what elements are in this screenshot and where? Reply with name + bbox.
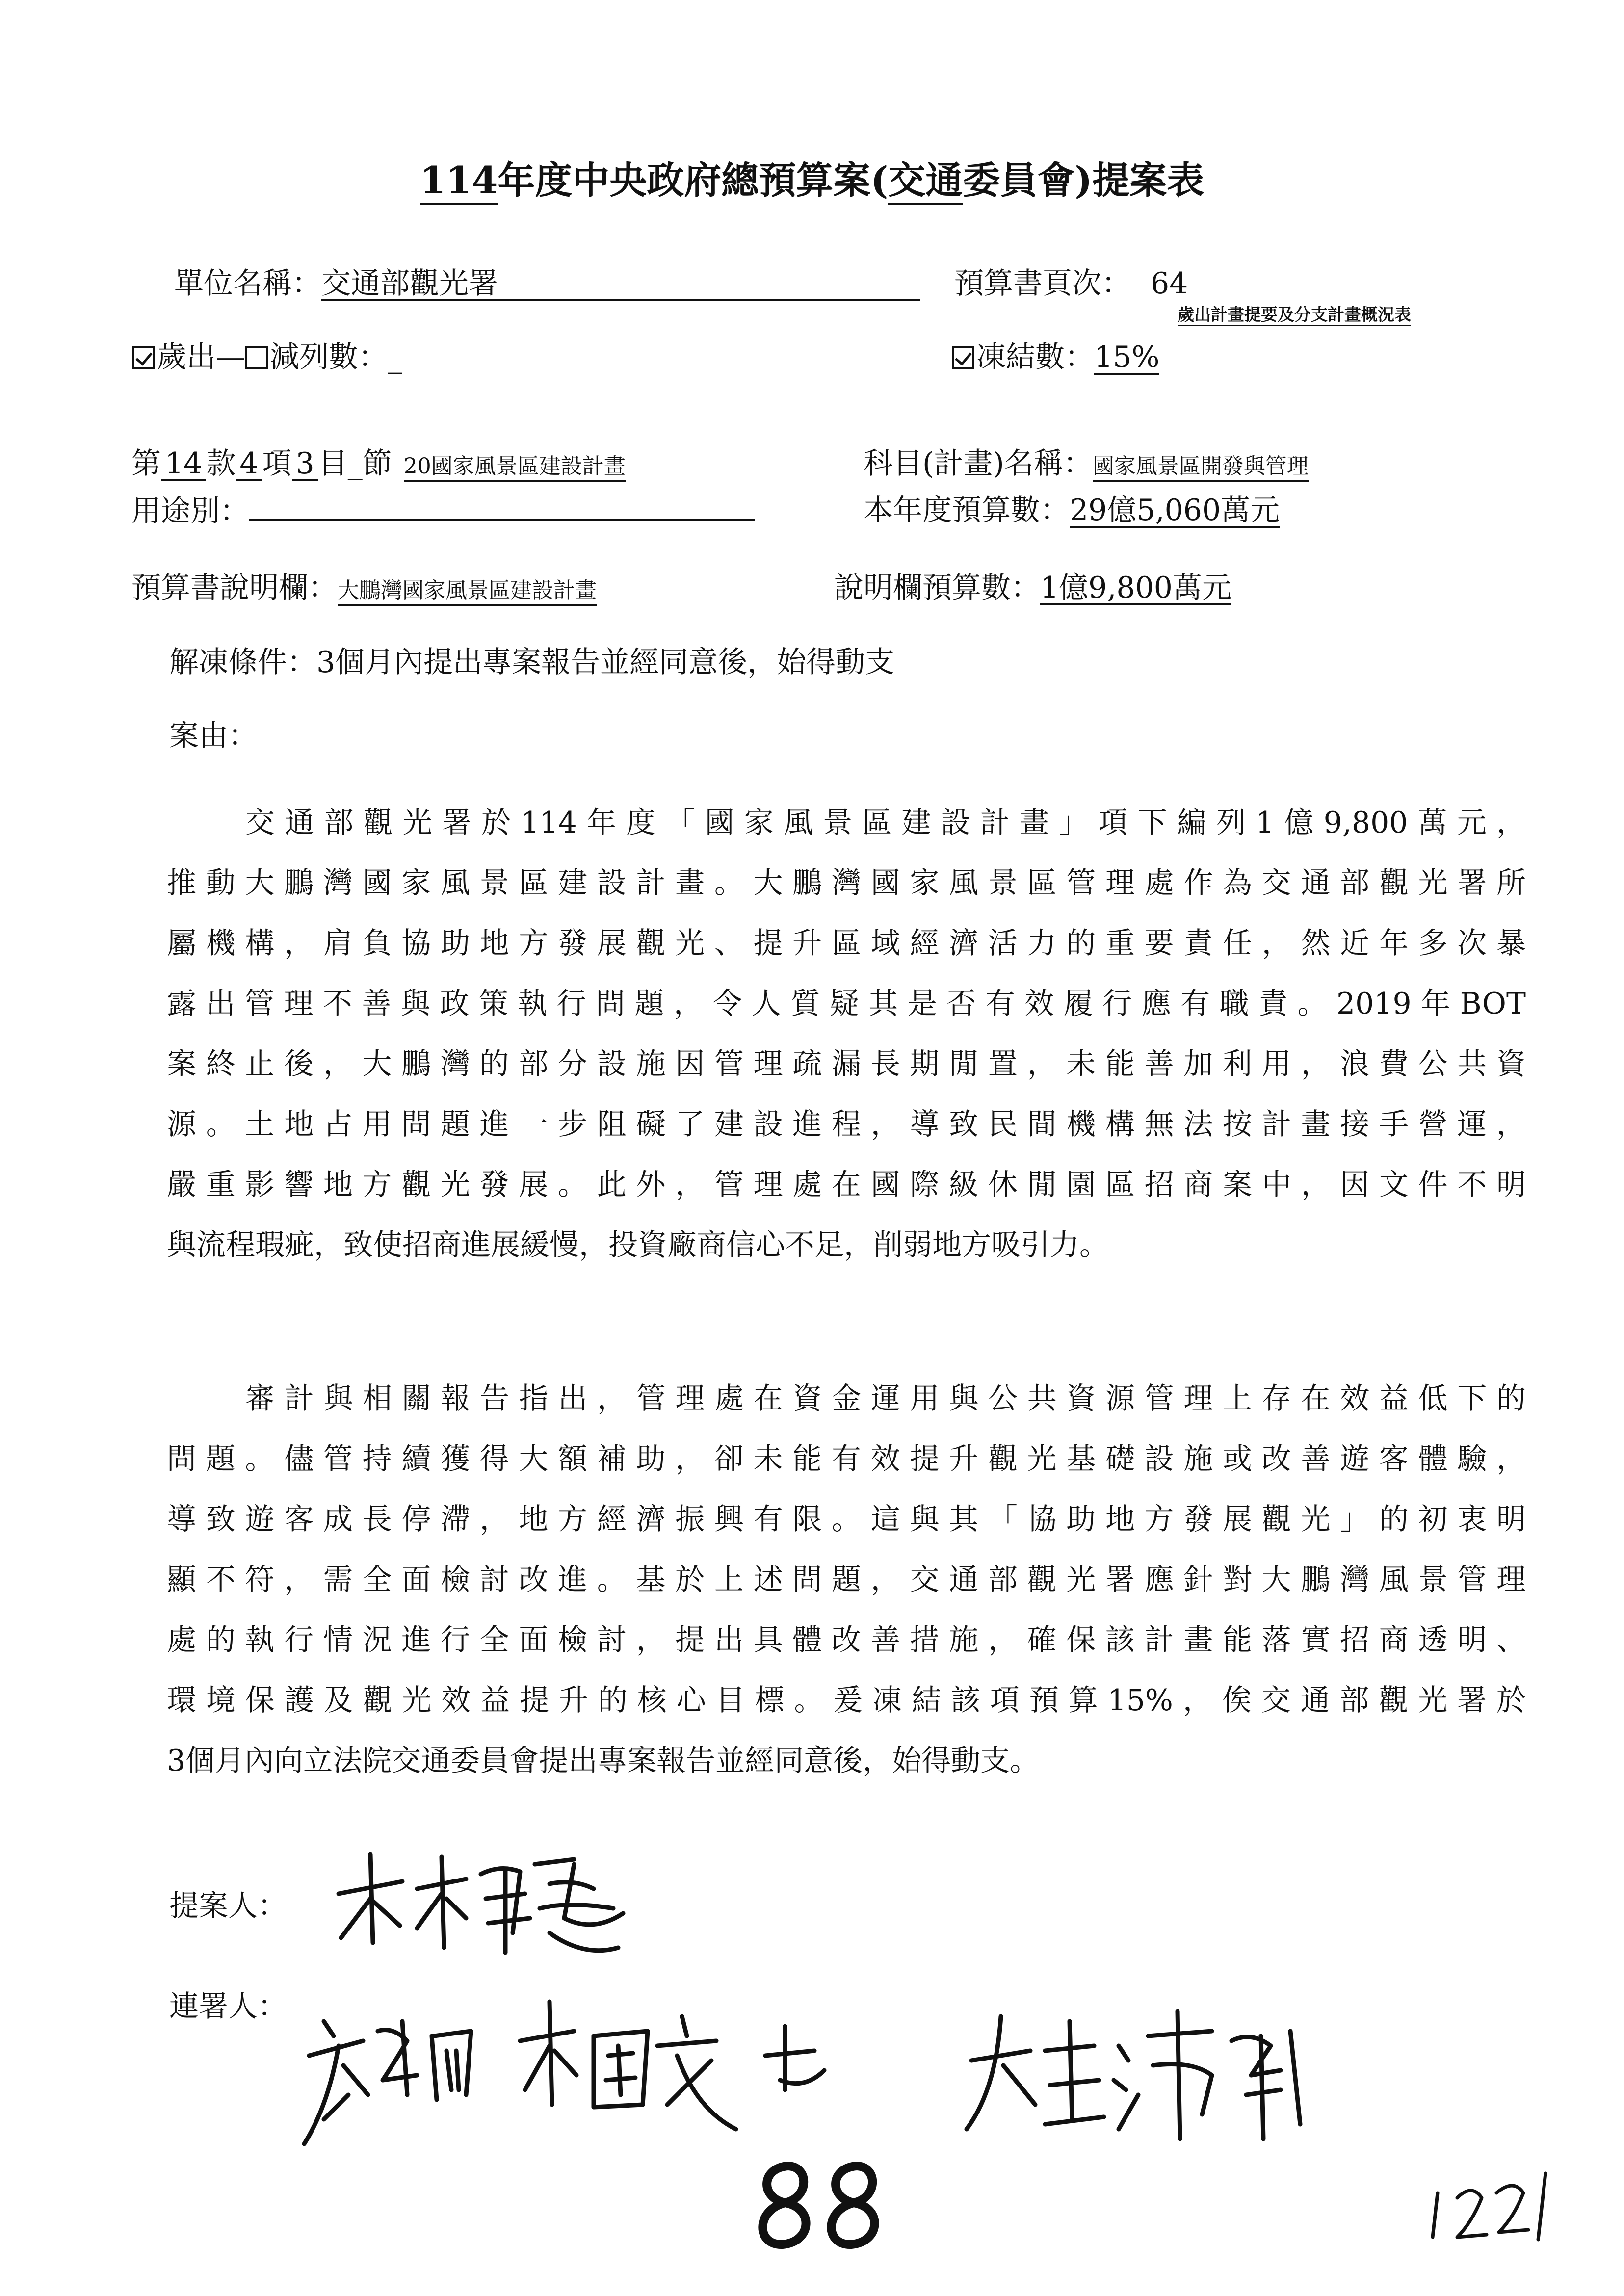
- subject-value: 國家風景區開發與管理: [1093, 453, 1309, 482]
- unit-value: 交通部觀光署: [321, 268, 920, 301]
- expense-checkbox[interactable]: [132, 346, 155, 369]
- unfreeze-label: 解凍條件：: [169, 645, 316, 679]
- reason-paragraph-2: [167, 1369, 1526, 1791]
- paragraph-line: 問題。儘管持續獲得大額補助，卻未能有效提升觀光基礎設施或改善遊客體驗，: [167, 1442, 1526, 1476]
- freeze-row: [952, 338, 1159, 377]
- mu-number: 3: [292, 448, 318, 481]
- xiang-number: 4: [236, 448, 262, 481]
- paragraph-line: 導致遊客成長停滯，地方經濟振興有限。這與其「協助地方發展觀光」的初衷明: [167, 1502, 1526, 1537]
- unfreeze-row: [169, 643, 894, 682]
- kuan-number: 14: [161, 448, 206, 481]
- paragraph-line: 顯不符，需全面檢討改進。基於上述問題，交通部觀光署應針對大鵬灣風景管理: [167, 1563, 1526, 1597]
- annual-label: 本年度預算數：: [864, 493, 1070, 527]
- reduce-value: _: [388, 340, 402, 374]
- use-label: 用途別：: [131, 494, 249, 528]
- proposer-signature: [319, 1835, 653, 1972]
- reduce-checkbox[interactable]: [245, 346, 268, 369]
- unfreeze-value: 3個月內提出專案報告並經同意後，始得動支: [316, 645, 895, 679]
- form-title: [0, 156, 1624, 205]
- title-year: 114: [420, 158, 498, 205]
- freeze-label: 凍結數：: [976, 340, 1094, 374]
- paragraph-line: 環境保護及觀光效益提升的核心目標。爰凍結該項預算15%，俟交通部觀光署於: [167, 1683, 1526, 1718]
- unit-row: [174, 264, 920, 303]
- paragraph-line: 審計與相關報告指出，管理處在資金運用與公共資源管理上存在效益低下的: [245, 1382, 1526, 1416]
- reason-paragraph-1: [167, 793, 1526, 1276]
- title-pre: 年度中央政府總預算案(: [498, 158, 889, 202]
- explanation-amount-value: 1億9,800萬元: [1040, 571, 1231, 605]
- paragraph-line: 3個月內向立法院交通委員會提出專案報告並經同意後，始得動支。: [167, 1744, 1040, 1778]
- paragraph-line: 推動大鵬灣國家風景區建設計畫。大鵬灣國家風景區管理處作為交通部觀光署所: [167, 866, 1526, 900]
- freeze-value: 15%: [1094, 340, 1160, 374]
- subject-row: [864, 444, 1309, 483]
- reason-label: 案由：: [169, 719, 258, 753]
- expense-label: 歲出—: [157, 340, 245, 374]
- page-label: 預算書頁次：: [954, 266, 1131, 301]
- use-value-blank: [249, 491, 755, 521]
- explanation-amount-row: [834, 568, 1231, 607]
- paragraph-line: 屬機構，肩負協助地方發展觀光、提升區域經濟活力的重要責任，然近年多次暴: [167, 926, 1526, 961]
- reduce-label: 減列數：: [270, 340, 388, 374]
- cosigner-signature-3: [957, 1992, 1349, 2159]
- jie-blank: _: [347, 446, 363, 481]
- annual-value: 29億5,060萬元: [1070, 493, 1280, 527]
- explanation-row: [131, 568, 597, 607]
- paragraph-line: 嚴重影響地方觀光發展。此外，管理處在國際級休閒園區招商案中，因文件不明: [167, 1168, 1526, 1202]
- title-committee: 交通: [888, 158, 963, 205]
- explanation-value: 大鵬灣國家風景區建設計畫: [338, 577, 597, 606]
- options-row: [132, 338, 402, 377]
- explanation-amount-label: 說明欄預算數：: [834, 571, 1040, 605]
- unit-label: 單位名稱：: [174, 266, 321, 301]
- paragraph-line: 處的執行情況進行全面檢討，提出具體改善措施，確保該計畫能落實招商透明、: [167, 1623, 1526, 1657]
- paragraph-line: 與流程瑕疵，致使招商進展緩慢，投資廠商信心不足，削弱地方吸引力。: [167, 1228, 1109, 1262]
- freeze-checkbox[interactable]: [952, 346, 974, 369]
- paragraph-line: 交通部觀光署於114年度「國家風景區建設計畫」項下編列1億9,800萬元，: [245, 806, 1526, 840]
- paragraph-line: 源。土地占用問題進一步阻礙了建設進程，導致民間機構無法按計畫接手營運，: [167, 1107, 1526, 1142]
- subject-label: 科目(計畫)名稱：: [864, 446, 1093, 481]
- title-post: 委員會)提案表: [963, 158, 1205, 202]
- handwritten-page-number: [751, 2156, 898, 2254]
- handwritten-serial-number: [1423, 2164, 1580, 2242]
- page-ref-row: [954, 264, 1188, 303]
- paragraph-line: 案終止後，大鵬灣的部分設施因管理疏漏長期閒置，未能善加利用，浪費公共資: [167, 1047, 1526, 1081]
- cosigner-label: 連署人：: [169, 1989, 287, 2024]
- page-note: 歲出計畫提要及分支計畫概況表: [1178, 304, 1411, 326]
- use-row: [131, 491, 755, 531]
- page-value: 64: [1151, 266, 1188, 301]
- plan-name: 20國家風景區建設計畫: [404, 453, 626, 482]
- paragraph-line: 露出管理不善與政策執行問題，令人質疑其是否有效履行應有職責。2019年BOT: [167, 987, 1526, 1021]
- annual-budget-row: [864, 491, 1280, 530]
- budget-item-row: 第 14 款 4 項 3 目_節 20國家風景區建設計畫: [131, 444, 626, 483]
- explanation-label: 預算書說明欄：: [131, 571, 338, 605]
- proposer-label: 提案人：: [169, 1889, 287, 1923]
